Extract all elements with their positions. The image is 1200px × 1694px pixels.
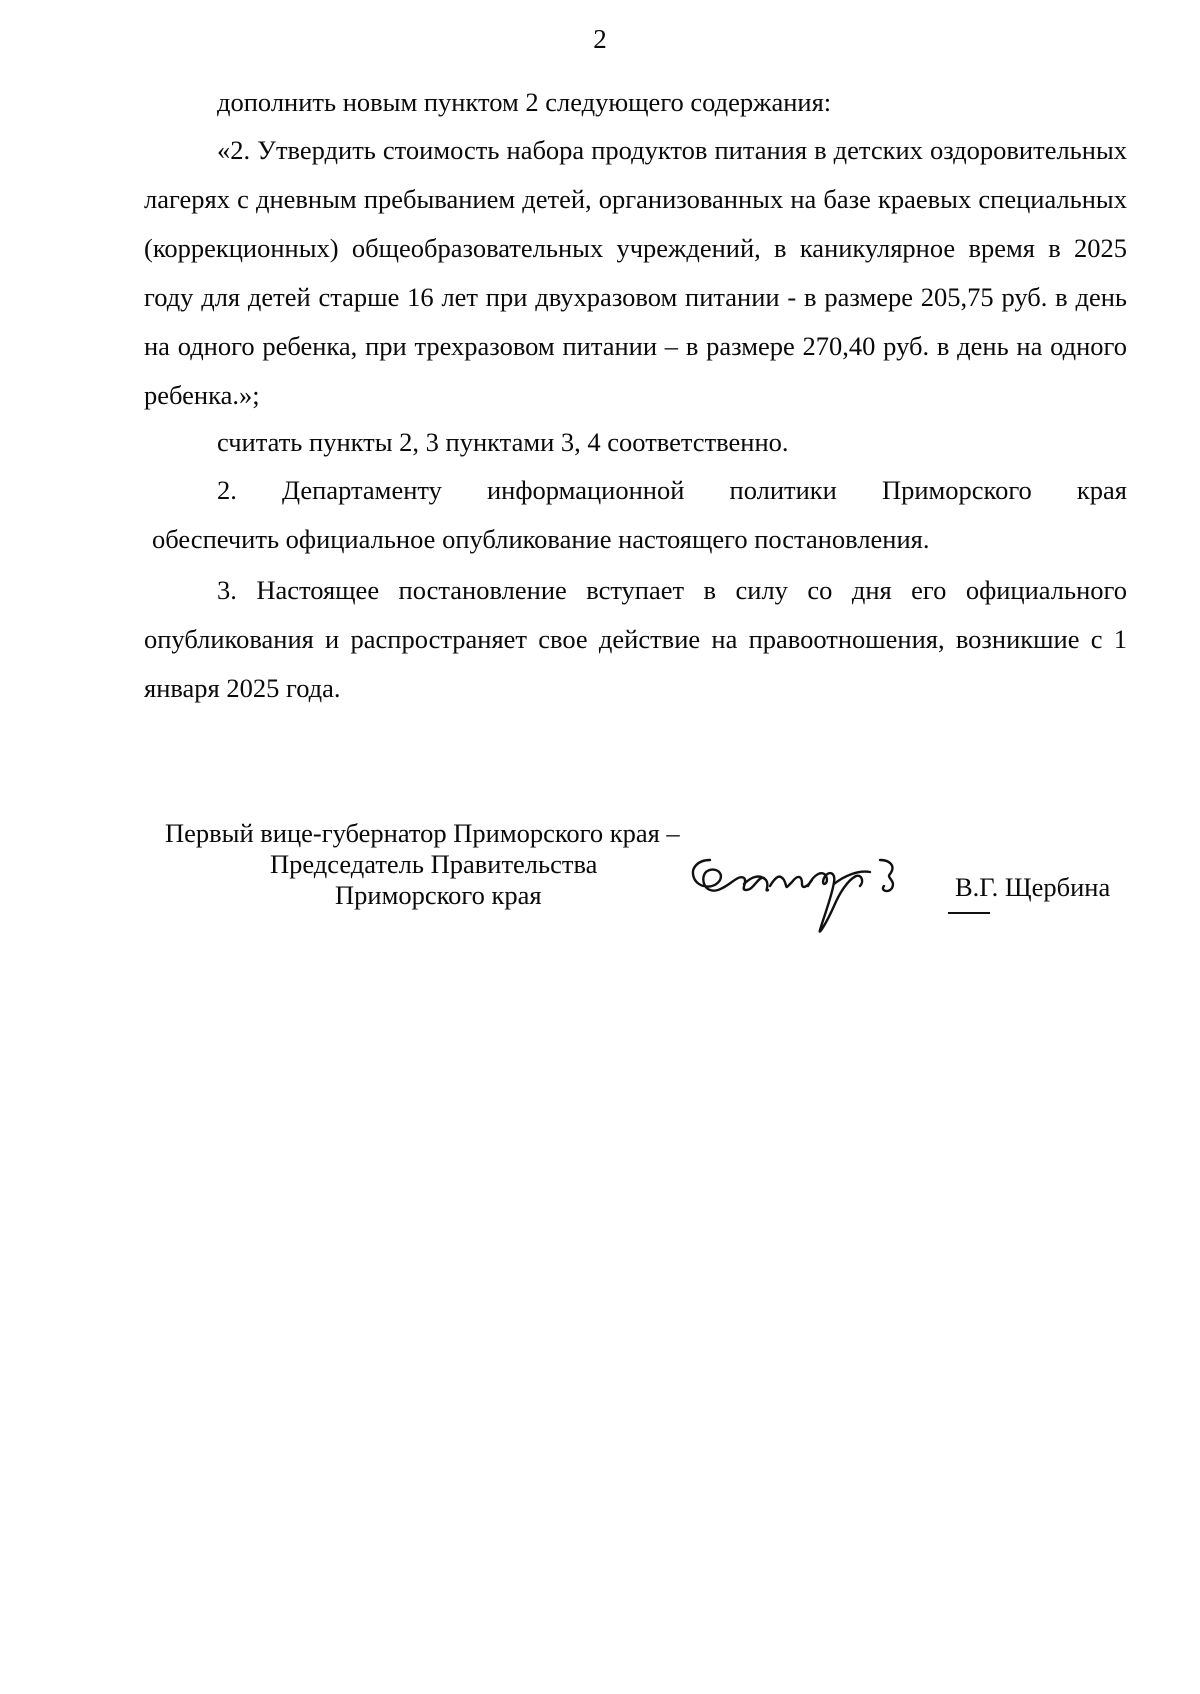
signatory-position-line3: Приморского края	[335, 880, 542, 910]
signer-underline	[948, 912, 990, 914]
publication-clause	[144, 466, 1127, 564]
signatory-position	[150, 818, 750, 911]
entry-into-force-paragraph: 3. Настоящее постановление вступает в силу со дня его официального опубликования и распространяет свое действие на правоотношения, возникшие с 1 января 2025 года.	[144, 575, 1127, 703]
signatory-position-line2: Председатель Правительства	[270, 849, 598, 879]
signer-name: В.Г. Щербина	[955, 872, 1111, 902]
page-number: 2	[593, 24, 607, 54]
amendment-quote-paragraph: «2. Утвердить стоимость набора продуктов питания в детских оздоровительных лагерях с дневным пребыванием детей, организованных на базе краевых специальных (коррекционных) общеобразовательных учреждений, в каникулярное время в 2025 году для детей старше 16 лет при двухразовом питании - в размере 205,75 руб. в день на одного ребенка, при трехразовом питании – в размере 270,40 руб. в день на одного ребенка.»;	[144, 135, 1127, 410]
handwritten-signature	[684, 846, 924, 938]
signatory-position-line1: Первый вице-губернатор Приморского края –	[165, 818, 680, 848]
publication-clause-line2: обеспечить официальное опубликование настоящего постановления.	[152, 524, 930, 554]
publication-clause-line1: 2. Департаменту информационной политики Приморского края	[217, 475, 1127, 505]
renumbering-paragraph: считать пункты 2, 3 пунктами 3, 4 соответственно.	[217, 427, 789, 457]
intro-paragraph: дополнить новым пунктом 2 следующего содержания:	[217, 87, 832, 117]
